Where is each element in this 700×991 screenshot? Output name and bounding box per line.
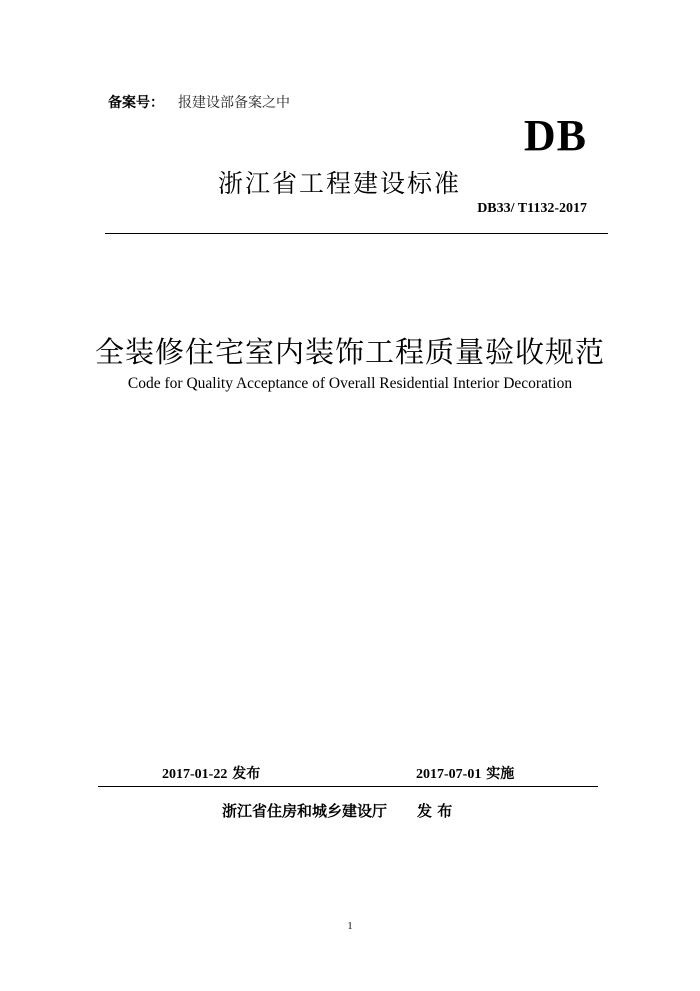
standard-category-title: 浙江省工程建设标准 (218, 169, 462, 198)
issuer-line (222, 800, 452, 821)
implementation-date-line (416, 763, 514, 783)
document-title-zh: 全装修住宅室内装饰工程质量验收规范 (94, 335, 605, 369)
document-title-en: Code for Quality Acceptance of Overall Residential Interior Decoration (127, 375, 573, 392)
record-number-line (108, 92, 290, 112)
db-mark: DB (523, 111, 587, 160)
standard-number: DB33/ T1132-2017 (477, 201, 587, 216)
implementation-date: 2017-07-01 (416, 767, 482, 782)
issue-date: 2017-01-22 (162, 767, 228, 782)
footer-divider (98, 786, 598, 787)
header-divider (105, 233, 608, 234)
issuer-action: 发 布 (417, 802, 453, 820)
record-number-label: 备案号： (108, 95, 164, 111)
implementation-date-label: 实施 (486, 766, 515, 782)
issue-date-line (162, 763, 260, 783)
issue-date-label: 发布 (232, 766, 261, 782)
page-number: 1 (347, 921, 353, 932)
record-number-value: 报建设部备案之中 (178, 95, 290, 111)
issuer-name: 浙江省住房和城乡建设厅 (222, 802, 388, 820)
